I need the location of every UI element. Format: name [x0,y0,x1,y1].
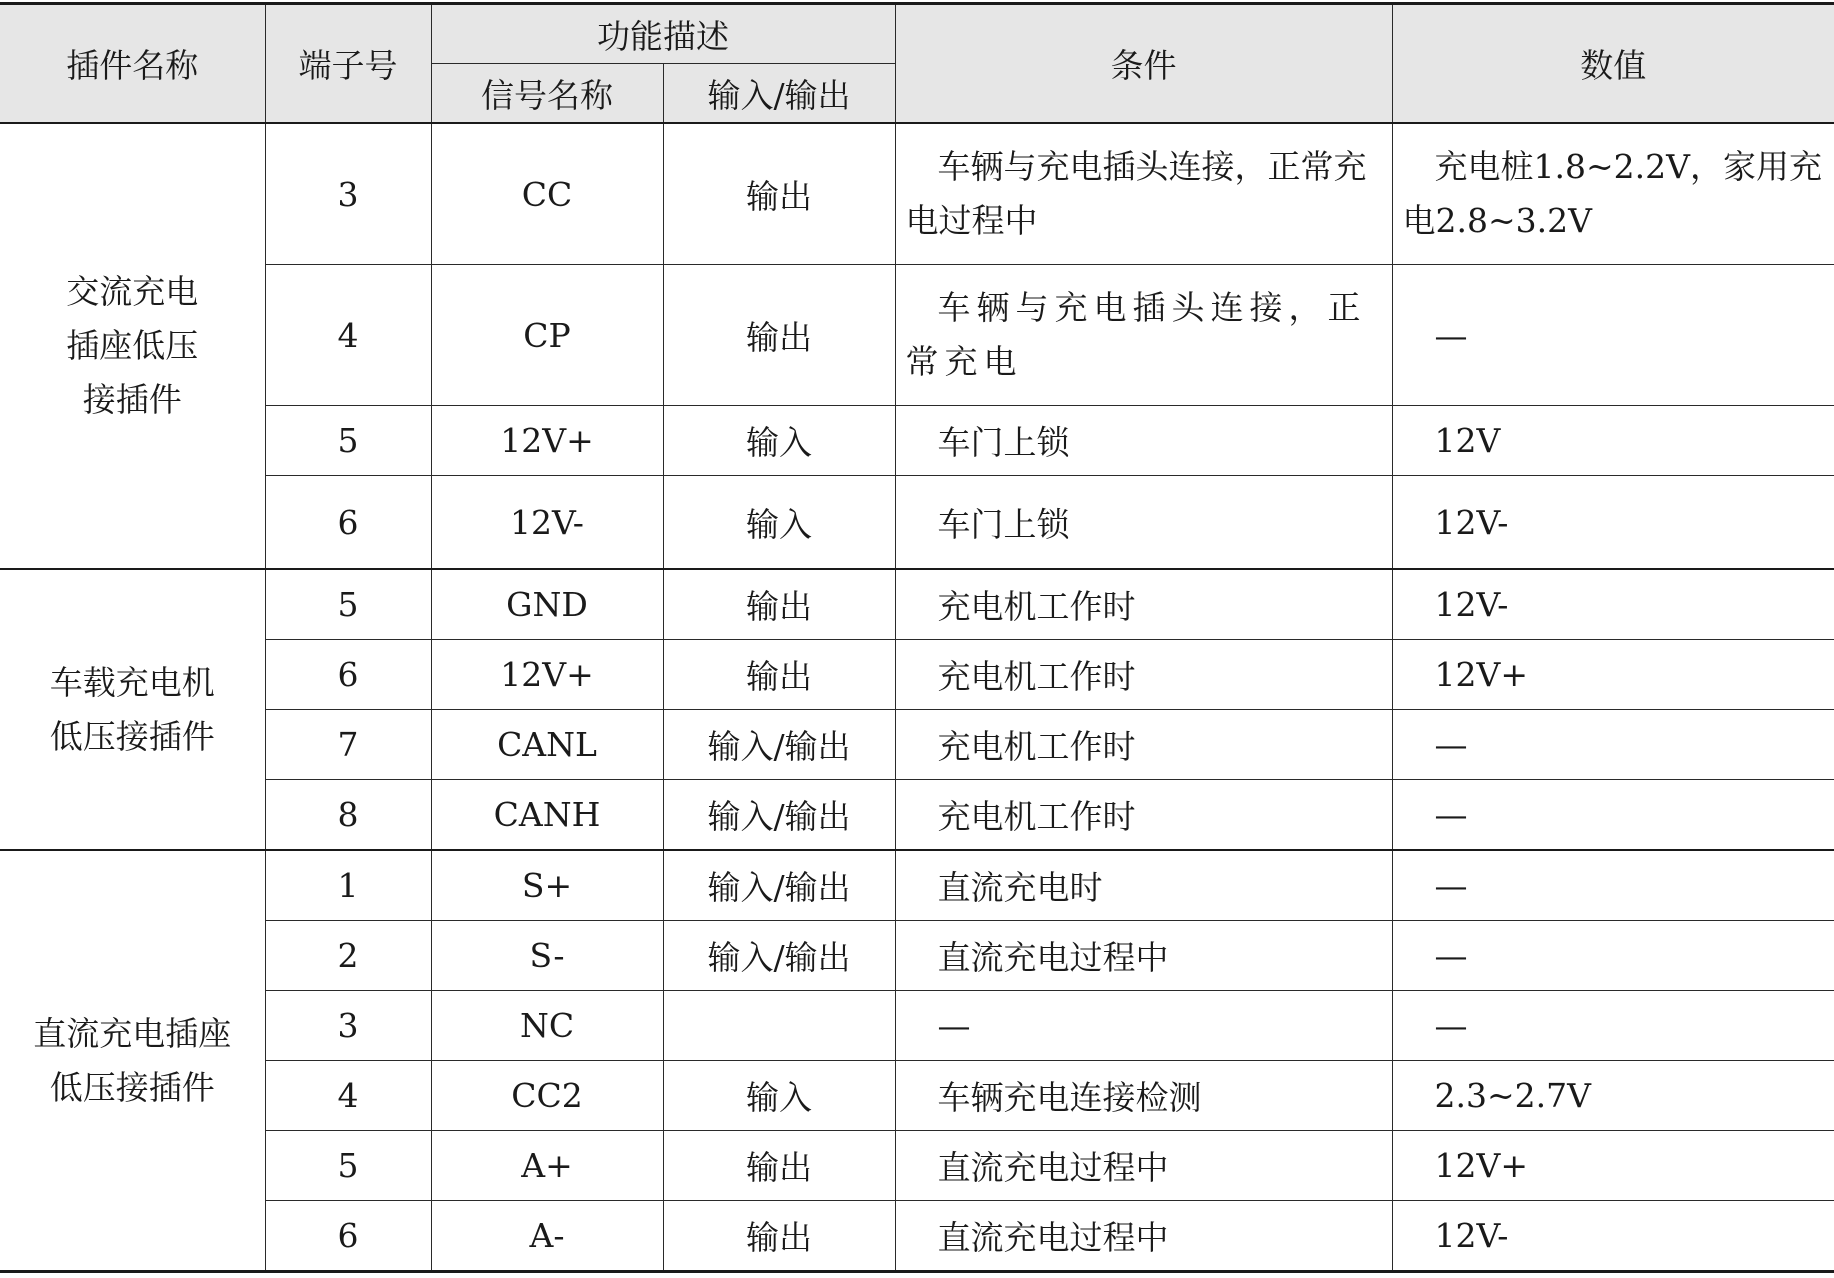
cell-value: — [1392,850,1834,921]
table-row [0,850,1834,921]
cell-value: — [1392,991,1834,1061]
cell-terminal: 4 [265,265,431,406]
cell-signal: A- [431,1201,663,1272]
cell-signal: NC [431,991,663,1061]
header-io: 输入/输出 [663,64,895,124]
cell-value: 2.3~2.7V [1392,1061,1834,1131]
table-row [0,710,1834,780]
cell-terminal: 1 [265,850,431,921]
header-value: 数值 [1392,4,1834,124]
cell-condition: 车辆与充电插头连接，正常充电过程中 [895,123,1392,265]
cell-signal: CC [431,123,663,265]
cell-terminal: 7 [265,710,431,780]
cell-signal: CC2 [431,1061,663,1131]
group-name-obc: 车载充电机 低压接插件 [0,569,265,850]
table-row [0,991,1834,1061]
cell-terminal: 6 [265,640,431,710]
cell-terminal: 4 [265,1061,431,1131]
cell-condition: 车辆与充电插头连接，正常充电 [895,265,1392,406]
cell-condition: 充电机工作时 [895,569,1392,640]
cell-io: 输入/输出 [663,780,895,851]
cell-condition: 直流充电过程中 [895,1131,1392,1201]
header-condition: 条件 [895,4,1392,124]
cell-value: — [1392,921,1834,991]
cell-condition: 直流充电过程中 [895,921,1392,991]
cell-condition: 车门上锁 [895,476,1392,570]
table-row [0,921,1834,991]
header-function: 功能描述 [431,4,895,64]
cell-signal: CP [431,265,663,406]
cell-signal: CANH [431,780,663,851]
cell-io: 输入/输出 [663,850,895,921]
connector-terminal-table [0,2,1834,1273]
group-name-dc: 直流充电插座 低压接插件 [0,850,265,1272]
cell-io: 输出 [663,123,895,265]
table-row [0,476,1834,570]
cell-signal: 12V+ [431,406,663,476]
cell-value: 12V+ [1392,1131,1834,1201]
cell-terminal: 3 [265,991,431,1061]
cell-value: 充电桩1.8~2.2V，家用充电2.8~3.2V [1392,123,1834,265]
cell-condition: 充电机工作时 [895,780,1392,851]
cell-io: 输出 [663,1201,895,1272]
cell-io: 输入/输出 [663,710,895,780]
cell-terminal: 5 [265,1131,431,1201]
cell-value: — [1392,710,1834,780]
cell-signal: S- [431,921,663,991]
table-row [0,265,1834,406]
cell-condition: 直流充电时 [895,850,1392,921]
cell-signal: CANL [431,710,663,780]
table-row [0,640,1834,710]
cell-value: — [1392,265,1834,406]
cell-io: 输入 [663,406,895,476]
cell-value: 12V+ [1392,640,1834,710]
header-signal: 信号名称 [431,64,663,124]
cell-io [663,991,895,1061]
cell-value: 12V [1392,406,1834,476]
cell-terminal: 3 [265,123,431,265]
cell-signal: 12V+ [431,640,663,710]
table-row [0,569,1834,640]
cell-value: — [1392,780,1834,851]
cell-value: 12V- [1392,1201,1834,1272]
cell-io: 输入 [663,476,895,570]
cell-terminal: 6 [265,476,431,570]
cell-condition: 车门上锁 [895,406,1392,476]
cell-io: 输出 [663,640,895,710]
cell-condition: 直流充电过程中 [895,1201,1392,1272]
header-connector: 插件名称 [0,4,265,124]
cell-signal: A+ [431,1131,663,1201]
cell-io: 输出 [663,1131,895,1201]
table-row [0,123,1834,265]
cell-signal: S+ [431,850,663,921]
cell-signal: GND [431,569,663,640]
cell-io: 输出 [663,569,895,640]
table-row [0,1131,1834,1201]
cell-value: 12V- [1392,569,1834,640]
cell-condition: 车辆充电连接检测 [895,1061,1392,1131]
header-terminal: 端子号 [265,4,431,124]
cell-condition: — [895,991,1392,1061]
cell-io: 输入/输出 [663,921,895,991]
cell-terminal: 5 [265,406,431,476]
group-name-ac: 交流充电 插座低压 接插件 [0,123,265,569]
table-row [0,1061,1834,1131]
cell-terminal: 2 [265,921,431,991]
cell-terminal: 8 [265,780,431,851]
cell-io: 输出 [663,265,895,406]
cell-terminal: 6 [265,1201,431,1272]
table-row [0,780,1834,851]
table-row [0,1201,1834,1272]
table-row [0,406,1834,476]
cell-value: 12V- [1392,476,1834,570]
cell-signal: 12V- [431,476,663,570]
cell-condition: 充电机工作时 [895,710,1392,780]
cell-condition: 充电机工作时 [895,640,1392,710]
cell-terminal: 5 [265,569,431,640]
cell-io: 输入 [663,1061,895,1131]
